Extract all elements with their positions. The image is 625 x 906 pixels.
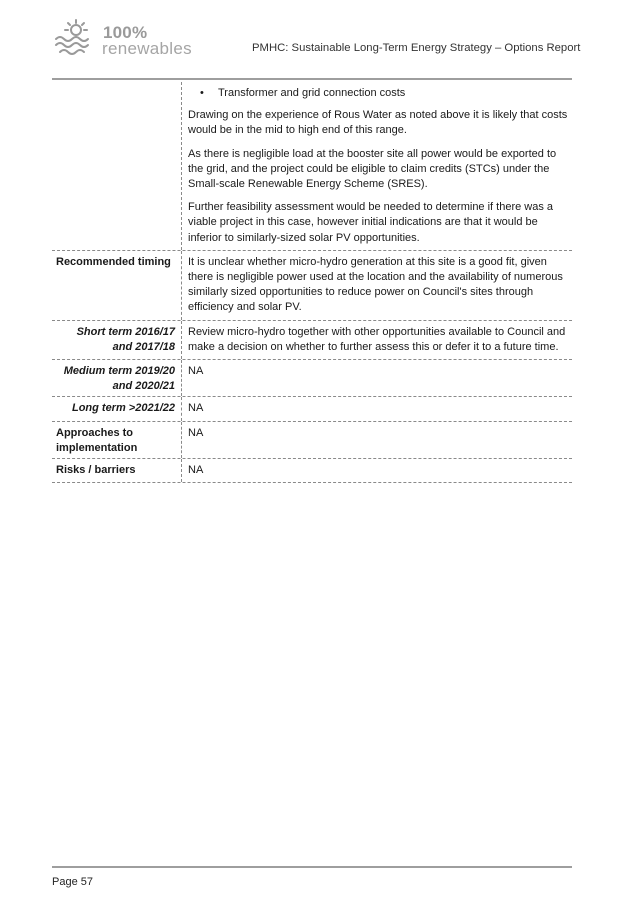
row-value <box>182 397 572 420</box>
row-label: Recommended timing <box>52 251 182 320</box>
row-label-line: Short term 2016/17 <box>76 325 175 338</box>
row-label: Risks / barriers <box>52 459 182 482</box>
paragraph: As there is negligible load at the booster site all power would be exported to the grid, and the project could be eligible to claim credits (STCs) under the Small-scale Renewable Energy Scheme (SRES). <box>188 147 557 191</box>
row-value <box>182 82 572 250</box>
row-label-line: Medium term 2019/20 <box>63 365 175 378</box>
row-value <box>182 459 572 482</box>
page-number: Page 57 <box>52 876 93 888</box>
row-label: Approaches to implementation <box>52 422 182 458</box>
bullet-icon: • <box>200 87 204 99</box>
bullet-item <box>188 86 568 101</box>
logo-text-percent: 100% <box>103 23 148 42</box>
paragraph: Further feasibility assessment would be needed to determine if there was a viable project in this case, however initial indications are that it would be inferior to similarly-sized solar PV opportunities. <box>188 201 554 244</box>
paragraph: Drawing on the experience of Rous Water as noted above it is likely that costs would be in the mid to high end of this range. <box>188 109 568 137</box>
row-label <box>52 360 182 396</box>
logo <box>52 19 222 59</box>
paragraph: NA <box>188 365 204 378</box>
row-value <box>182 422 572 458</box>
renewables-logo-icon <box>52 19 100 59</box>
bullet-text: Transformer and grid connection costs <box>218 87 406 99</box>
row-value <box>182 360 572 396</box>
row-label-line: and 2017/18 <box>112 340 175 353</box>
options-table <box>52 82 572 483</box>
table-row-risks <box>52 459 572 483</box>
table-row-continuation <box>52 82 572 251</box>
paragraph: Review micro-hydro together with other opportunities available to Council and make a decision on whether to further assess this or defer it to a future time. <box>188 325 566 353</box>
footer-divider <box>52 866 572 868</box>
paragraph: It is unclear whether micro-hydro generation at this site is a good fit, given there is negligible power used at the location and the availability of numerous similarly sized opportunities to reduce power on Council's sites through efficiency and solar PV. <box>188 255 563 314</box>
row-label-empty <box>52 82 182 250</box>
paragraph: NA <box>188 464 204 477</box>
row-label: Long term >2021/22 <box>52 397 182 420</box>
table-row-approaches <box>52 422 572 459</box>
document-title: PMHC: Sustainable Long-Term Energy Strategy – Options Report <box>252 42 581 54</box>
header-divider <box>52 78 572 80</box>
table-row-medium-term <box>52 360 572 397</box>
row-label-line: and 2020/21 <box>112 380 175 393</box>
logo-text-renewables: renewables <box>102 39 192 58</box>
table-row-recommended-timing <box>52 251 572 321</box>
table-row-long-term <box>52 397 572 421</box>
paragraph: NA <box>188 426 204 439</box>
row-value <box>182 251 572 320</box>
row-value <box>182 321 572 359</box>
table-row-short-term <box>52 321 572 360</box>
paragraph: NA <box>188 402 204 415</box>
row-label <box>52 321 182 359</box>
